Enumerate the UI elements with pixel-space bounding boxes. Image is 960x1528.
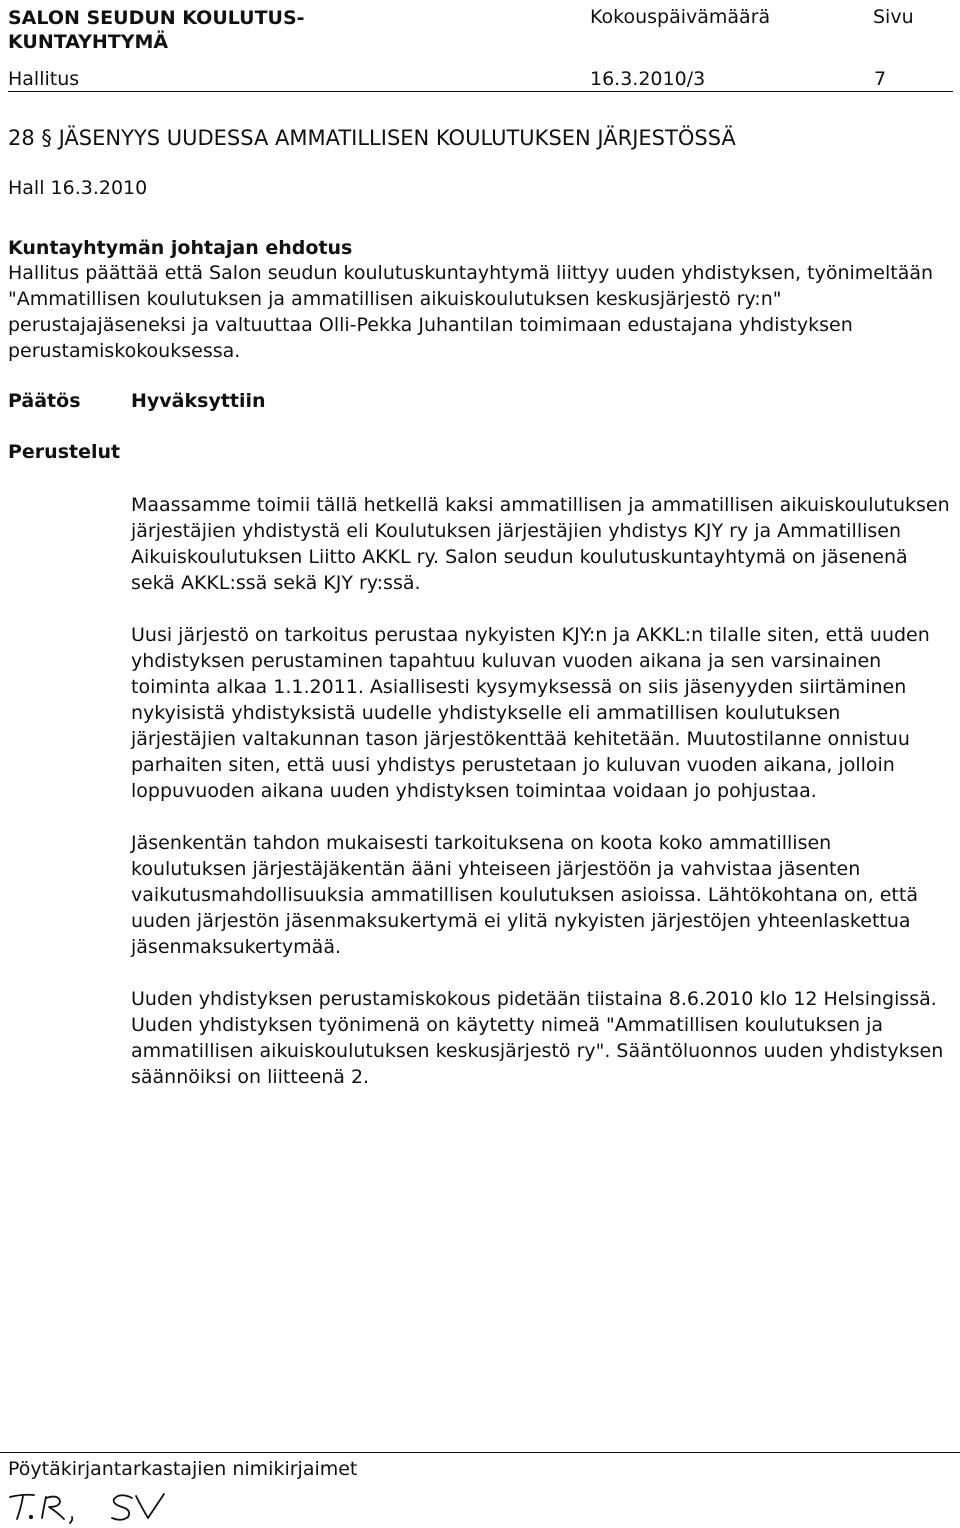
grounds-paragraph-4: Uuden yhdistyksen perustamiskokous pidetään tiistaina 8.6.2010 klo 12 Helsingissä. Uuden yhdistyksen työnimenä on käytetty nimeä "Ammatillisen koulutuksen ja ammatillisen aikuiskoulutuksen keskusjärjestö ry". Sääntöluonnos uuden yhdistyksen säännöiksi on liitteenä 2.	[131, 988, 944, 1088]
grounds-paragraph-3: Jäsenkentän tahdon mukaisesti tarkoituksena on koota koko ammatillisen koulutuksen järjestäjäkentän ääni yhteiseen järjestöön ja vahvistaa jäsenten vaikutusmahdollisuuksia ammatillisen koulutuksen asioissa. Lähtökohtana on, että uuden järjestön jäsenmaksukertymä ei ylitä nykyisten järjestöjen yhteenlaskettua jäsenmaksukertymää.	[131, 832, 918, 958]
organization-name	[8, 6, 305, 54]
page-number: 7	[874, 68, 887, 90]
footer-label: Pöytäkirjantarkastajien nimikirjaimet	[8, 1458, 358, 1480]
page-label: Sivu	[873, 6, 914, 28]
handwritten-initials	[8, 1488, 228, 1528]
organization-name-line1: SALON SEUDUN KOULUTUS-	[8, 7, 305, 29]
grounds-label: Perustelut	[8, 441, 121, 463]
grounds-text	[131, 492, 951, 1116]
meeting-date-label: Kokouspäivämäärä	[590, 6, 771, 28]
organization-name-line2: KUNTAYHTYMÄ	[8, 31, 169, 53]
initials-signature	[8, 1488, 228, 1524]
footer-rule	[0, 1452, 960, 1453]
proposal-title: Kuntayhtymän johtajan ehdotus	[8, 237, 353, 259]
meeting-date: 16.3.2010/3	[590, 68, 706, 90]
decision-label: Päätös	[8, 390, 81, 412]
board-meeting-ref: Hall 16.3.2010	[8, 177, 148, 199]
decision-value: Hyväksyttiin	[131, 390, 266, 412]
grounds-paragraph-1: Maassamme toimii tällä hetkellä kaksi ammatillisen ja ammatillisen aikuiskoulutuksen järjestäjien yhdistystä eli Koulutuksen järjestäjien yhdistys KJY ry ja Ammatillisen Aikuiskoulutuksen Liitto AKKL ry. Salon seudun koulutuskuntayhtymä on jäsenenä sekä AKKL:ssä sekä KJY ry:ssä.	[131, 494, 950, 594]
grounds-paragraph-2: Uusi järjestö on tarkoitus perustaa nykyisten KJY:n ja AKKL:n tilalle siten, että uuden yhdistyksen perustaminen tapahtuu kuluvan vuoden aikana ja sen varsinainen toiminta alkaa 1.1.2011. Asiallisesti kysymyksessä on siis jäsenyyden siirtäminen nykyisistä yhdistyksistä uudelle yhdistykselle eli ammatillisen koulutuksen järjestäjien valtakunnan tason järjestökenttää kehitetään. Muutostilanne onnistuu parhaiten siten, että uusi yhdistys perustetaan jo kuluvan vuoden aikana, jolloin loppuvuoden aikana uuden yhdistyksen toimintaa voidaan jo pohjustaa.	[131, 624, 930, 802]
section-heading: 28 § JÄSENYYS UUDESSA AMMATILLISEN KOULUTUKSEN JÄRJESTÖSSÄ	[8, 126, 736, 150]
body-name: Hallitus	[8, 68, 80, 90]
proposal-text: Hallitus päättää että Salon seudun koulutuskuntayhtymä liittyy uuden yhdistyksen, työnimeltään "Ammatillisen koulutuksen ja ammatillisen aikuiskoulutuksen keskusjärjestö ry:n" perustajajäseneksi ja valtuuttaa Olli-Pekka Juhantilan toimimaan edustajana yhdistyksen perustamiskokouksessa.	[8, 262, 934, 362]
header-rule	[8, 91, 953, 92]
